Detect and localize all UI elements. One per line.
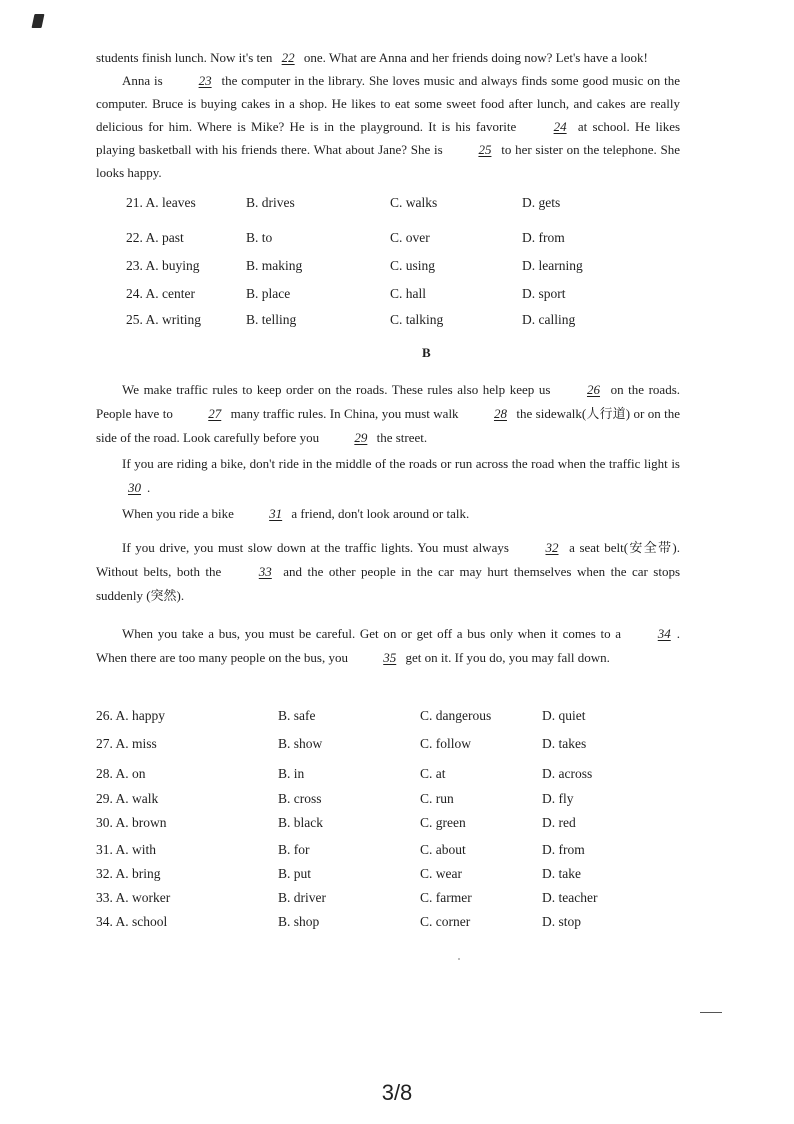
option-33-d: D. teacher	[542, 890, 598, 905]
option-28-c: C. at	[420, 766, 446, 781]
option-32-a: 32. A. bring	[96, 866, 161, 881]
option-26-d: D. quiet	[542, 708, 586, 723]
option-27-b: B. show	[278, 736, 323, 751]
option-21-c: C. walks	[390, 195, 438, 210]
option-23-c: C. using	[390, 258, 436, 273]
blank-25: 25	[478, 142, 492, 157]
blank-31: 31	[269, 506, 283, 521]
option-34-c: C. corner	[420, 914, 471, 929]
option-28-b: B. in	[278, 766, 305, 781]
option-30-a: 30. A. brown	[96, 815, 167, 830]
blank-27: 27	[208, 406, 222, 421]
option-26-b: B. safe	[278, 708, 316, 723]
option-22-a: 22. A. past	[126, 230, 184, 245]
option-32-d: D. take	[542, 866, 581, 881]
option-24-c: C. hall	[390, 286, 426, 301]
page-number: 3/8	[381, 1080, 413, 1105]
blank-23: 23	[198, 73, 212, 88]
option-24-a: 24. A. center	[126, 286, 195, 301]
option-34-d: D. stop	[542, 914, 582, 929]
passage-b-paragraph-2: If you are riding a bike, don't ride in the middle of the roads or run across the road when the traffic light is 30 .	[96, 452, 680, 500]
option-32-b: B. put	[278, 866, 312, 881]
scan-corner-mark	[32, 14, 45, 28]
passage-b	[96, 378, 680, 670]
option-30-d: D. red	[542, 815, 576, 830]
option-33-a: 33. A. worker	[96, 890, 171, 905]
option-29-a: 29. A. walk	[96, 791, 159, 806]
option-25-b: B. telling	[246, 312, 297, 327]
option-21-d: D. gets	[522, 195, 561, 210]
option-31-a: 31. A. with	[96, 842, 157, 857]
blank-29: 29	[354, 430, 368, 445]
option-29-b: B. cross	[278, 791, 322, 806]
blank-32: 32	[545, 540, 559, 555]
blank-33: 33	[258, 564, 272, 579]
passage-b-paragraph-1: We make traffic rules to keep order on the roads. These rules also help keep us 26 on the roads. People have to 27 many traffic rules. In China, you must walk 28 the sidewalk(人行道) or on the side of the road. Look carefully before you 29 the street.	[96, 378, 680, 450]
option-27-d: D. takes	[542, 736, 587, 751]
option-29-c: C. run	[420, 791, 454, 806]
option-27-c: C. follow	[420, 736, 472, 751]
blank-26: 26	[586, 382, 600, 397]
option-25-c: C. talking	[390, 312, 444, 327]
blank-24: 24	[553, 119, 567, 134]
option-33-c: C. farmer	[420, 890, 472, 905]
option-23-b: B. making	[246, 258, 303, 273]
option-31-d: D. from	[542, 842, 585, 857]
option-26-a: 26. A. happy	[96, 708, 165, 723]
option-28-a: 28. A. on	[96, 766, 146, 781]
option-22-d: D. from	[522, 230, 565, 245]
option-25-a: 25. A. writing	[126, 312, 202, 327]
option-28-d: D. across	[542, 766, 593, 781]
blank-35: 35	[383, 650, 397, 665]
option-22-b: B. to	[246, 230, 273, 245]
option-29-d: D. fly	[542, 791, 574, 806]
option-31-c: C. about	[420, 842, 466, 857]
section-b-heading: B	[422, 345, 431, 360]
passage-b-paragraph-5: When you take a bus, you must be careful. Get on or get off a bus only when it comes to a 34 . When there are too many people on the bus, you 35 get on it. If you do, you may fall down.	[96, 622, 680, 670]
option-24-b: B. place	[246, 286, 291, 301]
option-22-c: C. over	[390, 230, 430, 245]
option-25-d: D. calling	[522, 312, 576, 327]
blank-28: 28	[493, 406, 507, 421]
blank-34: 34	[657, 626, 671, 641]
option-21-a: 21. A. leaves	[126, 195, 196, 210]
option-26-c: C. dangerous	[420, 708, 492, 723]
scan-speck	[458, 958, 460, 960]
passage-b-paragraph-4: If you drive, you must slow down at the traffic lights. You must always 32 a seat belt(安全带). Without belts, both the 33 and the other people in the car may hurt themselves when the car stops suddenly (突然).	[96, 536, 680, 608]
blank-22: 22	[281, 50, 295, 65]
blank-30: 30	[128, 480, 141, 495]
option-23-a: 23. A. buying	[126, 258, 200, 273]
passage-a	[96, 46, 680, 184]
option-24-d: D. sport	[522, 286, 566, 301]
option-32-c: C. wear	[420, 866, 462, 881]
passage-a-paragraph-1: students finish lunch. Now it's ten 22 one. What are Anna and her friends doing now? Let's have a look!	[96, 46, 680, 69]
option-21-b: B. drives	[246, 195, 295, 210]
passage-b-paragraph-3: When you ride a bike 31 a friend, don't look around or talk.	[96, 502, 680, 526]
option-34-b: B. shop	[278, 914, 320, 929]
option-30-c: C. green	[420, 815, 466, 830]
option-30-b: B. black	[278, 815, 323, 830]
option-34-a: 34. A. school	[96, 914, 168, 929]
option-31-b: B. for	[278, 842, 310, 857]
option-23-d: D. learning	[522, 258, 583, 273]
option-27-a: 27. A. miss	[96, 736, 157, 751]
scan-dash-mark	[700, 1012, 722, 1014]
option-33-b: B. driver	[278, 890, 326, 905]
passage-a-paragraph-2: Anna is 23 the computer in the library. She loves music and always finds some good music on the computer. Bruce is buying cakes in a shop. He likes to eat some sweet food after lunch, and cakes are really delicious for him. Where is Mike? He is in the playground. It is his favorite 24 at school. He likes playing basketball with his friends there. What about Jane? She is 25 to her sister on the telephone. She looks happy.	[96, 69, 680, 184]
